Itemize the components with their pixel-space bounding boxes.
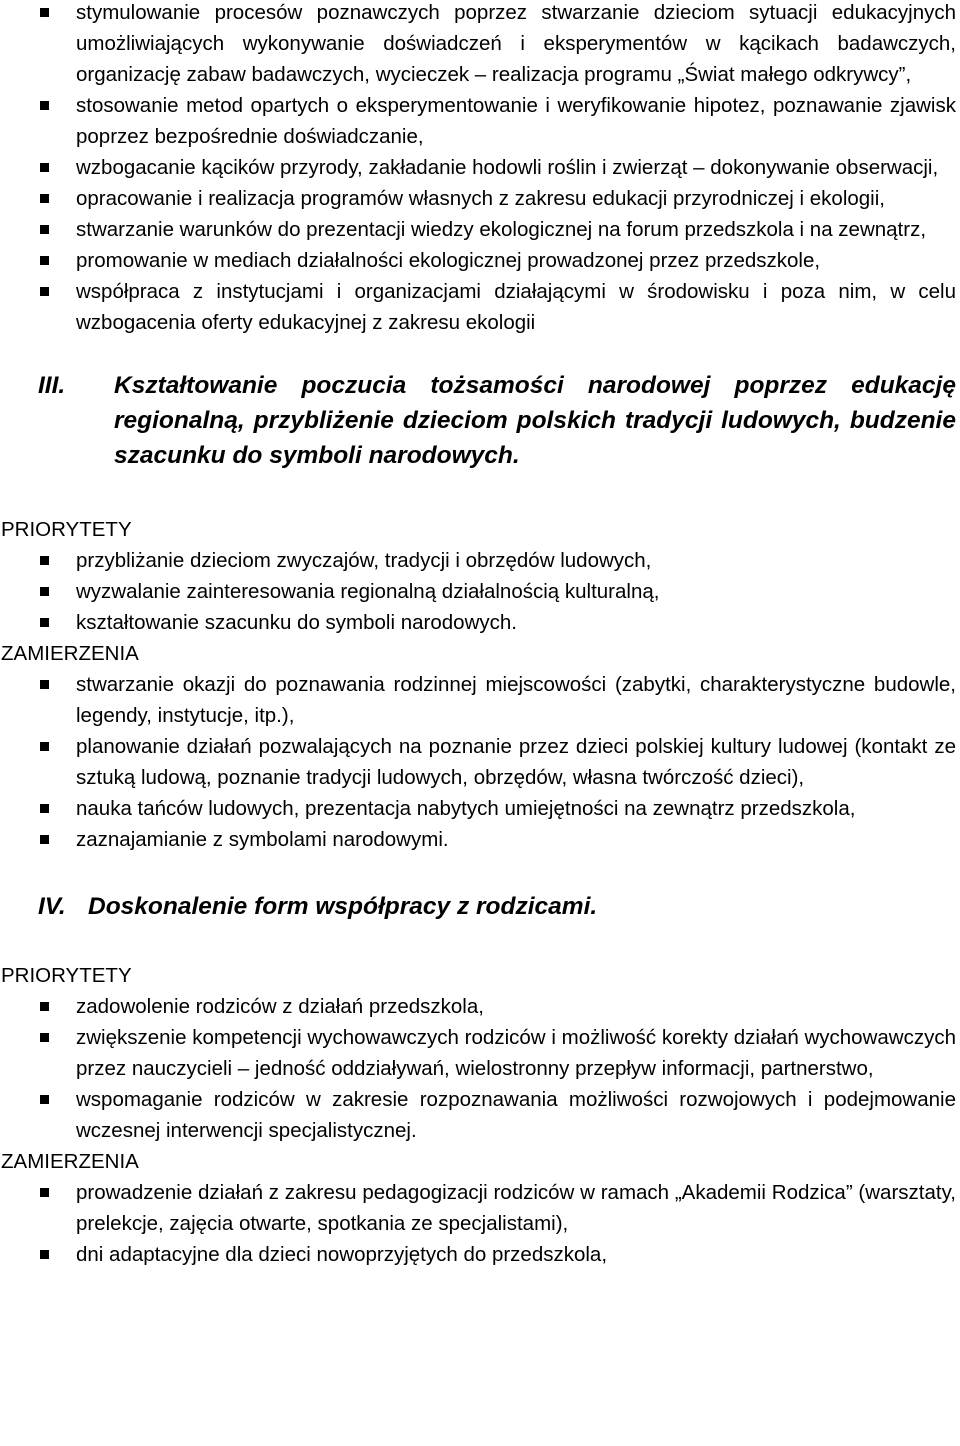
list-item-text: opracowanie i realizacja programów własnych z zakresu edukacji przyrodniczej i ekologii, xyxy=(76,187,885,210)
section-4-number: IV. xyxy=(38,893,66,920)
square-bullet-icon xyxy=(40,8,49,17)
list-item xyxy=(0,1084,960,1146)
section-3-goals-list xyxy=(0,669,960,855)
list-item xyxy=(0,276,960,338)
list-item xyxy=(0,824,960,855)
section-4-priorities-list xyxy=(0,991,960,1146)
square-bullet-icon xyxy=(40,256,49,265)
section-3-number: III. xyxy=(38,372,66,399)
list-item-text: współpraca z instytucjami i organizacjami działającymi w środowisku i poza nim, w celu wzbogacenia oferty edukacyjnej z zakresu ekologii xyxy=(76,280,956,334)
section-3-priorities-label: PRIORYTETY xyxy=(1,518,132,541)
list-item xyxy=(0,731,960,793)
list-item-text: wyzwalanie zainteresowania regionalną działalnością kulturalną, xyxy=(76,580,660,603)
list-item-text: przybliżanie dzieciom zwyczajów, tradycji i obrzędów ludowych, xyxy=(76,549,652,572)
square-bullet-icon xyxy=(40,587,49,596)
list-item xyxy=(0,793,960,824)
square-bullet-icon xyxy=(40,618,49,627)
list-item-text: promowanie w mediach działalności ekologicznej prowadzonej przez przedszkole, xyxy=(76,249,821,272)
section-4-goals-list xyxy=(0,1177,960,1270)
square-bullet-icon xyxy=(40,556,49,565)
list-item xyxy=(0,669,960,731)
list-item xyxy=(0,1022,960,1084)
list-item xyxy=(0,1239,960,1270)
list-item xyxy=(0,183,960,214)
list-item xyxy=(0,0,960,90)
list-item-text: nauka tańców ludowych, prezentacja nabytych umiejętności na zewnątrz przedszkola, xyxy=(76,797,856,820)
list-item-text: zaznajamianie z symbolami narodowymi. xyxy=(76,828,449,851)
section-4-heading xyxy=(0,889,960,924)
list-item xyxy=(0,545,960,576)
section-4-goals-label: ZAMIERZENIA xyxy=(1,1150,139,1173)
square-bullet-icon xyxy=(40,1188,49,1197)
list-item-text: stwarzanie okazji do poznawania rodzinnej miejscowości (zabytki, charakterystyczne budowle, legendy, instytucje, itp.), xyxy=(76,673,956,727)
section-4-title: Doskonalenie form współpracy z rodzicami. xyxy=(88,893,598,920)
list-item-text: stwarzanie warunków do prezentacji wiedzy ekologicznej na forum przedszkola i na zewnątrz, xyxy=(76,218,927,241)
square-bullet-icon xyxy=(40,680,49,689)
section-3-heading xyxy=(0,368,960,473)
list-item-text: stosowanie metod opartych o eksperymentowanie i weryfikowanie hipotez, poznawanie zjawisk poprzez bezpośrednie doświadczanie, xyxy=(76,94,956,148)
eco-goals-list xyxy=(0,0,960,338)
section-3-priorities-list xyxy=(0,545,960,638)
list-item xyxy=(0,214,960,245)
list-item-text: prowadzenie działań z zakresu pedagogizacji rodziców w ramach „Akademii Rodzica” (warsztaty, prelekcje, zajęcia otwarte, spotkania ze specjalistami), xyxy=(76,1181,956,1235)
section-3-goals-label: ZAMIERZENIA xyxy=(1,642,139,665)
square-bullet-icon xyxy=(40,194,49,203)
list-item xyxy=(0,991,960,1022)
section-4-priorities-label: PRIORYTETY xyxy=(1,964,132,987)
square-bullet-icon xyxy=(40,1250,49,1259)
section-3-title: Kształtowanie poczucia tożsamości narodowej poprzez edukację regionalną, przybliżenie dzieciom polskich tradycji ludowych, budzenie szacunku do symboli narodowych. xyxy=(114,372,956,469)
list-item-text: zadowolenie rodziców z działań przedszkola, xyxy=(76,995,484,1018)
list-item xyxy=(0,152,960,183)
square-bullet-icon xyxy=(40,742,49,751)
list-item-text: wspomaganie rodziców w zakresie rozpoznawania możliwości rozwojowych i podejmowanie wczesnej interwencji specjalistycznej. xyxy=(76,1088,956,1142)
list-item-text: stymulowanie procesów poznawczych poprzez stwarzanie dzieciom sytuacji edukacyjnych umożliwiających wykonywanie doświadczeń i eksperymentów w kącikach badawczych, organizację zabaw badawczych, wycieczek – realizacja programu „Świat małego odkrywcy”, xyxy=(76,1,956,86)
square-bullet-icon xyxy=(40,163,49,172)
square-bullet-icon xyxy=(40,101,49,110)
square-bullet-icon xyxy=(40,287,49,296)
list-item xyxy=(0,245,960,276)
list-item-text: zwiększenie kompetencji wychowawczych rodziców i możliwość korekty działań wychowawczych przez nauczycieli – jedność oddziaływań, wielostronny przepływ informacji, partnerstwo, xyxy=(76,1026,956,1080)
square-bullet-icon xyxy=(40,804,49,813)
list-item xyxy=(0,90,960,152)
list-item xyxy=(0,1177,960,1239)
list-item xyxy=(0,607,960,638)
square-bullet-icon xyxy=(40,835,49,844)
list-item-text: dni adaptacyjne dla dzieci nowoprzyjętych do przedszkola, xyxy=(76,1243,608,1266)
list-item-text: planowanie działań pozwalających na poznanie przez dzieci polskiej kultury ludowej (kontakt ze sztuką ludową, poznanie tradycji ludowych, obrzędów, własna twórczość dzieci), xyxy=(76,735,956,789)
list-item-text: wzbogacanie kącików przyrody, zakładanie hodowli roślin i zwierząt – dokonywanie obserwacji, xyxy=(76,156,939,179)
list-item-text: kształtowanie szacunku do symboli narodowych. xyxy=(76,611,517,634)
square-bullet-icon xyxy=(40,1002,49,1011)
square-bullet-icon xyxy=(40,1095,49,1104)
list-item xyxy=(0,576,960,607)
square-bullet-icon xyxy=(40,225,49,234)
square-bullet-icon xyxy=(40,1033,49,1042)
